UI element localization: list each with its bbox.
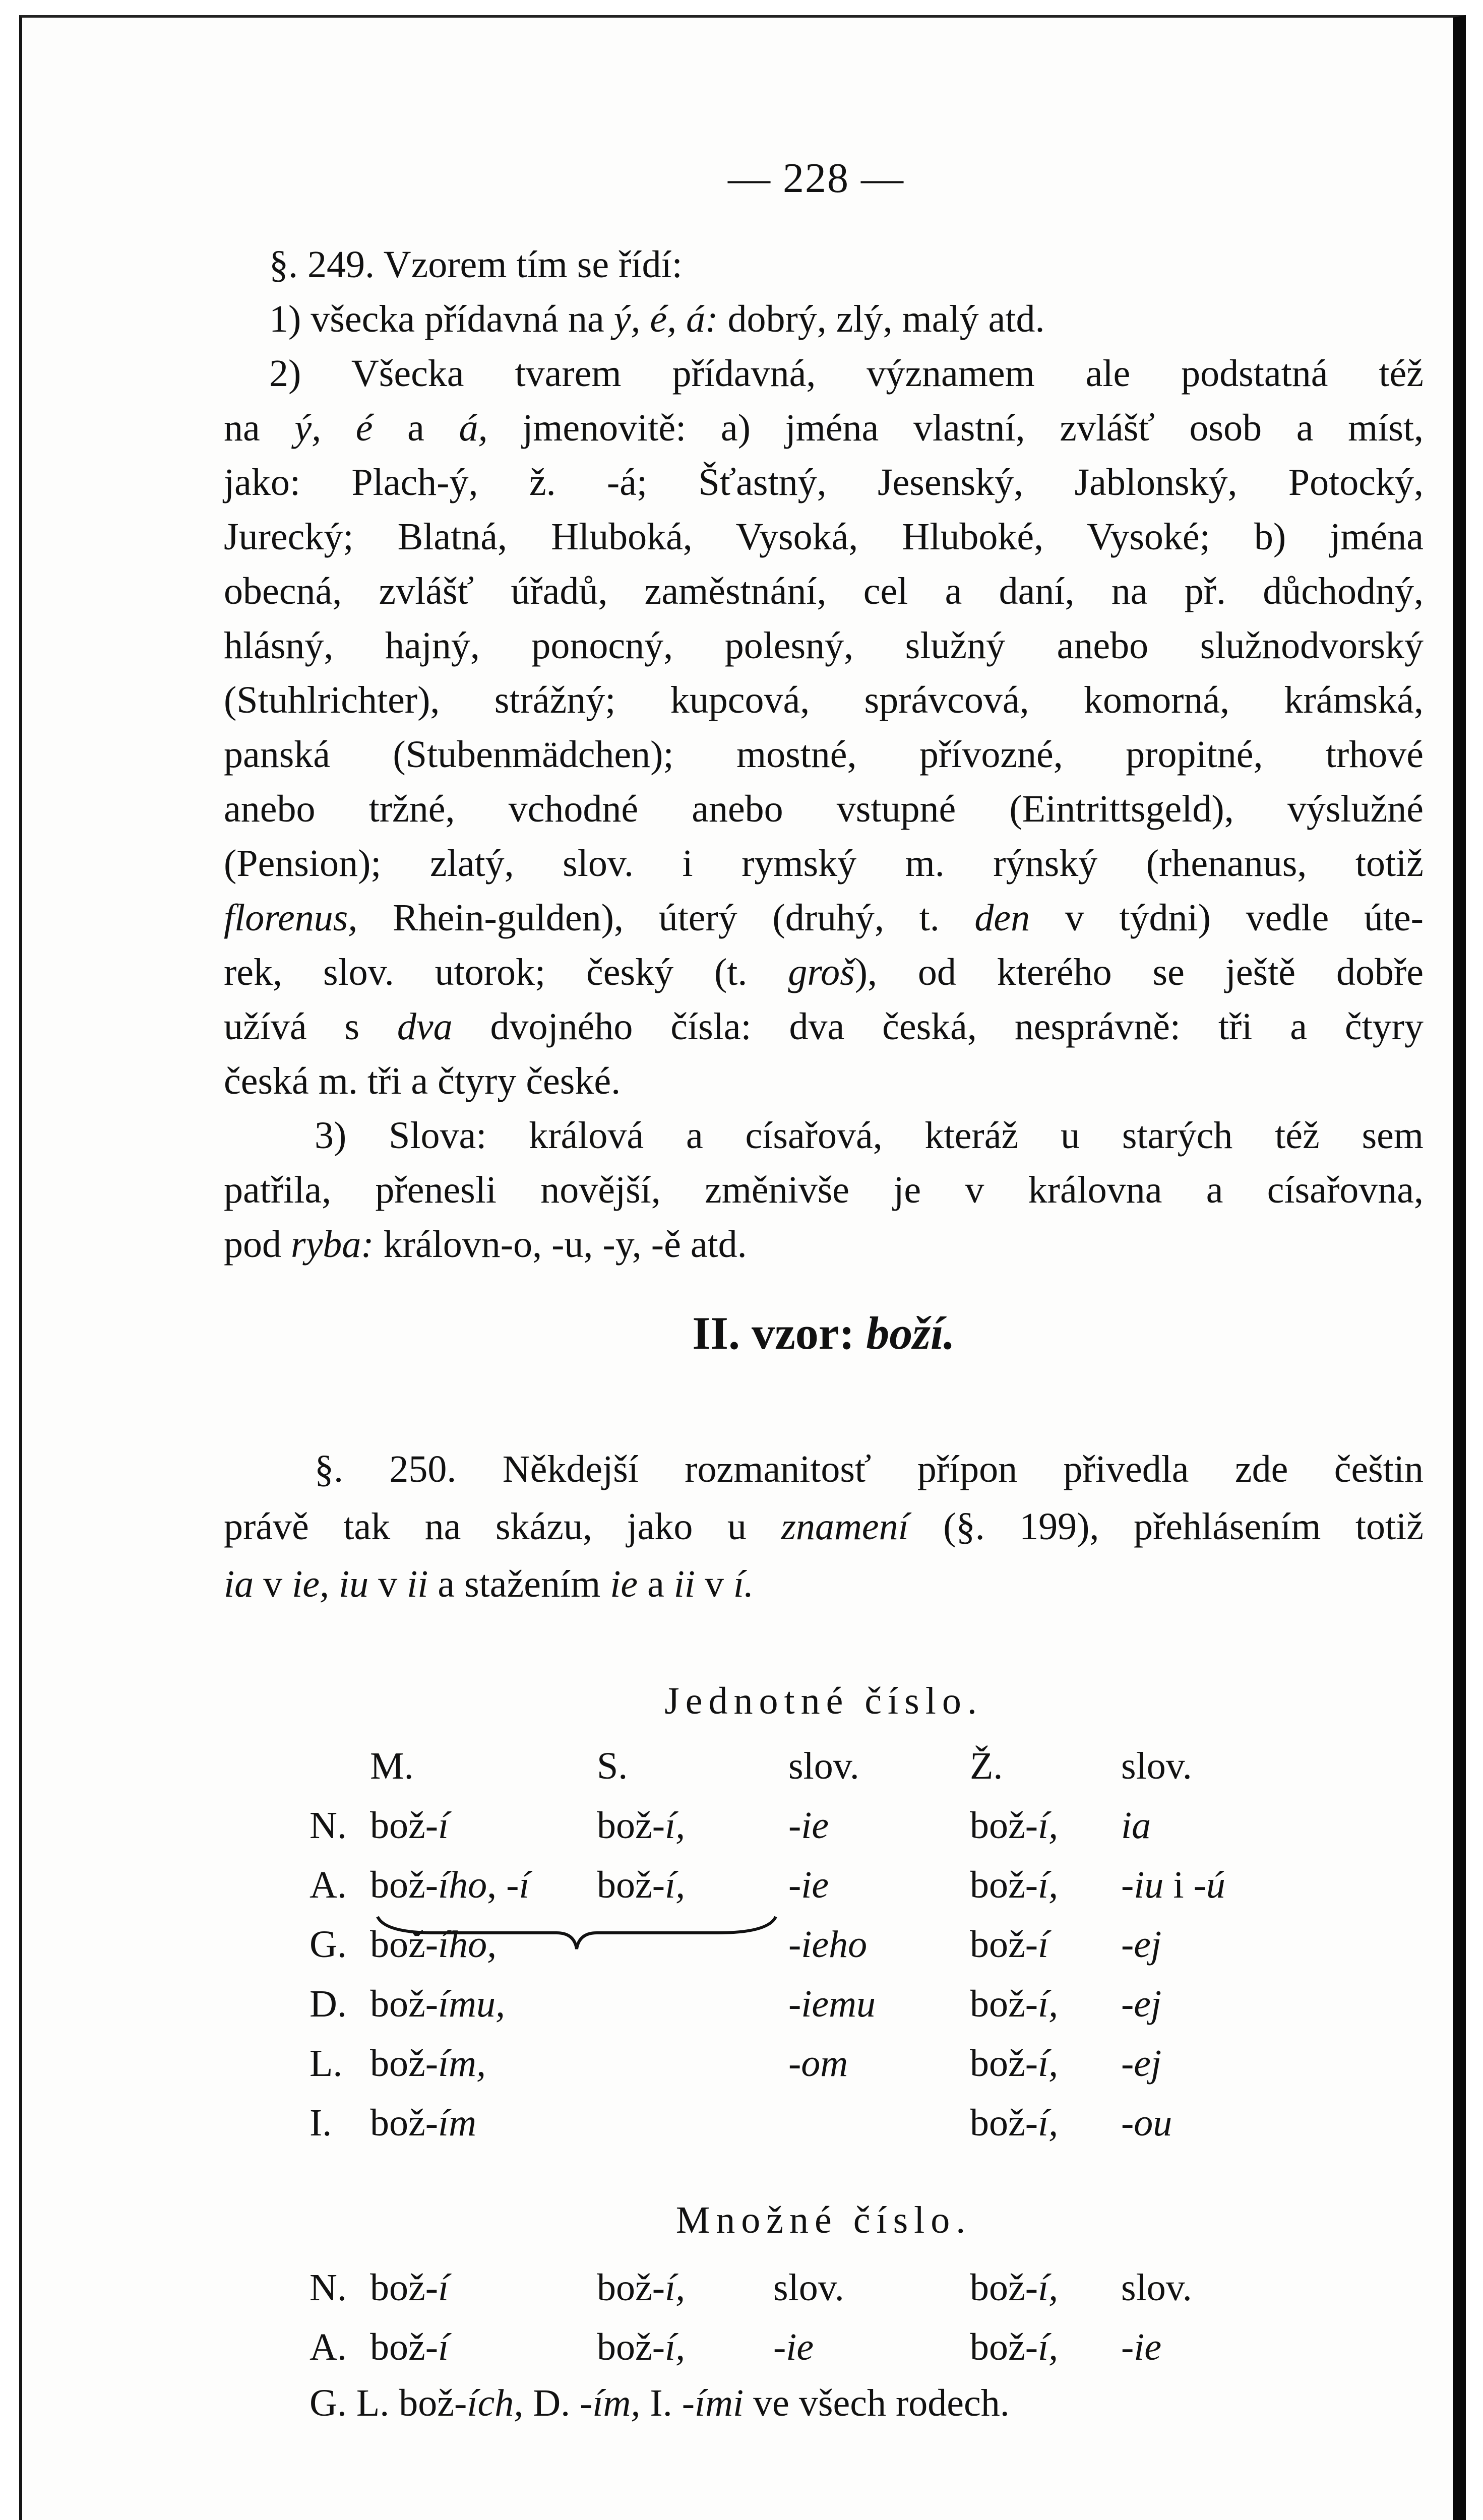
singular-cell: bož-í, (597, 1863, 686, 1906)
singular-cell: L. (310, 2042, 343, 2085)
paragraph-250-line: ia v ie, iu v ii a stažením ie a ii v í. (224, 1563, 754, 1605)
singular-cell: ia (1121, 1804, 1151, 1847)
paragraph-249-line: obecná, zvlášť úřadů, zaměstnání, cel a daní, na př. důchodný, (224, 570, 1424, 612)
paragraph-249-line: hlásný, hajný, ponocný, polesný, služný anebo služnodvorský (224, 624, 1424, 667)
singular-cell: I. (310, 2101, 332, 2144)
singular-cell: bož-ího, -í (370, 1863, 530, 1906)
paragraph-249-heading: §. 249. Vzorem tím se řídí: (269, 243, 683, 286)
plural-cell: bož-í (370, 2325, 449, 2368)
plural-summary-line: G. L. bož-ích, D. -ím, I. -ími ve všech rodech. (310, 2382, 1010, 2424)
plural-cell: bož-í, (970, 2266, 1059, 2309)
page-number: — 228 — (728, 155, 904, 202)
paragraph-249-line: česká m. tři a čtyry české. (224, 1060, 621, 1102)
singular-cell (788, 2093, 970, 2153)
plural-cell: N. (310, 2266, 347, 2309)
plural-cell: bož-í (370, 2266, 449, 2309)
paragraph-249-line: užívá s dva dvojného čísla: dva česká, nesprávně: tři a čtyry (224, 1005, 1424, 1048)
singular-cell: bož-ího, (370, 1923, 497, 1966)
paragraph-249-line: panská (Stubenmädchen); mostné, přívozné, propitné, trhové (224, 733, 1424, 776)
plural-paradigm-table (310, 2258, 1323, 2377)
paragraph-249-line: florenus, Rhein-gulden), úterý (druhý, t. den v týdni) vedle úte- (224, 897, 1424, 939)
paragraph-249-line: 2) Všecka tvarem přídavná, významem ale podstatná též (269, 352, 1424, 395)
singular-row (310, 1855, 1323, 1915)
singular-cell: bož-í, (970, 1804, 1059, 1847)
paragraph-249-line: (Stuhlrichter), strážný; kupcová, správcová, komorná, krámská, (224, 679, 1424, 721)
singular-cell: G. (310, 1923, 347, 1966)
singular-cell: bož-í (970, 1923, 1049, 1966)
plural-cell: -ie (773, 2325, 814, 2368)
singular-cell: -iu i -ú (1121, 1863, 1225, 1906)
singular-cell: D. (310, 1982, 347, 2025)
paragraph-249-line: anebo tržné, vchodné anebo vstupné (Eintrittsgeld), výslužné (224, 788, 1424, 830)
paragraph-250-line: právě tak na skázu, jako u znamení (§. 199), přehlásením totiž (224, 1505, 1424, 1548)
paragraph-249-line: (Pension); zlatý, slov. i rymský m. rýnský (rhenanus, totiž (224, 842, 1424, 885)
singular-cell: bož-í, (970, 2042, 1059, 2085)
singular-cell: -ie (788, 1804, 829, 1847)
singular-cell: -iemu (788, 1982, 876, 2025)
plural-cell: -ie (1121, 2325, 1162, 2368)
singular-cell: Ž. (970, 1744, 1003, 1787)
singular-cell (310, 1736, 370, 1796)
singular-cell: bož-í, (597, 1804, 686, 1847)
paragraph-249-line: 3) Slova: králová a císařová, kteráž u starých též sem (315, 1114, 1424, 1157)
singular-cell: S. (597, 1744, 628, 1787)
singular-cell: bož-ím, (370, 2042, 486, 2085)
singular-cell: N. (310, 1804, 347, 1847)
paragraph-249-line: jako: Plach-ý, ž. -á; Šťastný, Jesenský, Jablonský, Potocký, (224, 461, 1424, 503)
plural-cell: A. (310, 2325, 347, 2368)
paragraph-249-line: na ý, é a á, jmenovitě: a) jména vlastní, zvlášť osob a míst, (224, 407, 1424, 449)
paragraph-249-line: pod ryba: královn-o, -u, -y, -ě atd. (224, 1223, 747, 1266)
singular-cell: -ie (788, 1863, 829, 1906)
singular-cell (597, 2034, 788, 2093)
singular-cell: bož-í, (970, 1982, 1059, 2025)
singular-cell: -om (788, 2042, 848, 2085)
singular-cell: slov. (788, 1744, 859, 1787)
singular-cell: bož-ímu, (370, 1982, 506, 2025)
paragraph-249-line: rek, slov. utorok; český (t. groš), od kterého se ještě dobře (224, 951, 1424, 993)
singular-cell (597, 2093, 788, 2153)
plural-cell: bož-í, (970, 2325, 1059, 2368)
plural-cell: slov. (773, 2266, 844, 2309)
singular-cell: -ej (1121, 1923, 1162, 1966)
singular-title: Jednotné číslo. (664, 1680, 983, 1722)
paragraph-249-line: 1) všecka přídavná na ý, é, á: dobrý, zlý, malý atd. (269, 298, 1045, 340)
singular-cell: bož-ím (370, 2101, 477, 2144)
singular-cell (597, 1974, 788, 2034)
singular-row (310, 1796, 1323, 1855)
singular-cell: -ou (1121, 2101, 1172, 2144)
singular-cell: -ej (1121, 2042, 1162, 2085)
plural-row (310, 2258, 1323, 2317)
plural-title: Množné číslo. (675, 2199, 972, 2241)
paragraph-249-line: patřila, přenesli novější, změnivše je v královna a císařovna, (224, 1169, 1424, 1211)
plural-cell: slov. (1121, 2266, 1192, 2309)
section-heading: II. vzor: boží. (692, 1307, 955, 1359)
singular-row (310, 1974, 1323, 2034)
plural-cell: bož-í, (597, 2266, 686, 2309)
page-frame (19, 15, 1466, 2520)
singular-row (310, 2034, 1323, 2093)
paragraph-250-line: §. 250. Někdejší rozmanitosť přípon přivedla zde češtin (315, 1448, 1424, 1490)
singular-cell: bož-í, (970, 2101, 1059, 2144)
singular-cell: -ieho (788, 1923, 868, 1966)
singular-cell: bož-í, (970, 1863, 1059, 1906)
singular-cell: bož-í (370, 1804, 449, 1847)
paragraph-249-line: Jurecký; Blatná, Hluboká, Vysoká, Hluboké, Vysoké; b) jména (224, 516, 1424, 558)
singular-row (310, 1736, 1323, 1796)
singular-cell: slov. (1121, 1744, 1192, 1787)
brace-mark (375, 1913, 778, 1953)
plural-cell: bož-í, (597, 2325, 686, 2368)
singular-cell: M. (370, 1744, 414, 1787)
singular-row (310, 2093, 1323, 2153)
singular-cell: -ej (1121, 1982, 1162, 2025)
plural-row (310, 2317, 1323, 2377)
singular-cell: A. (310, 1863, 347, 1906)
